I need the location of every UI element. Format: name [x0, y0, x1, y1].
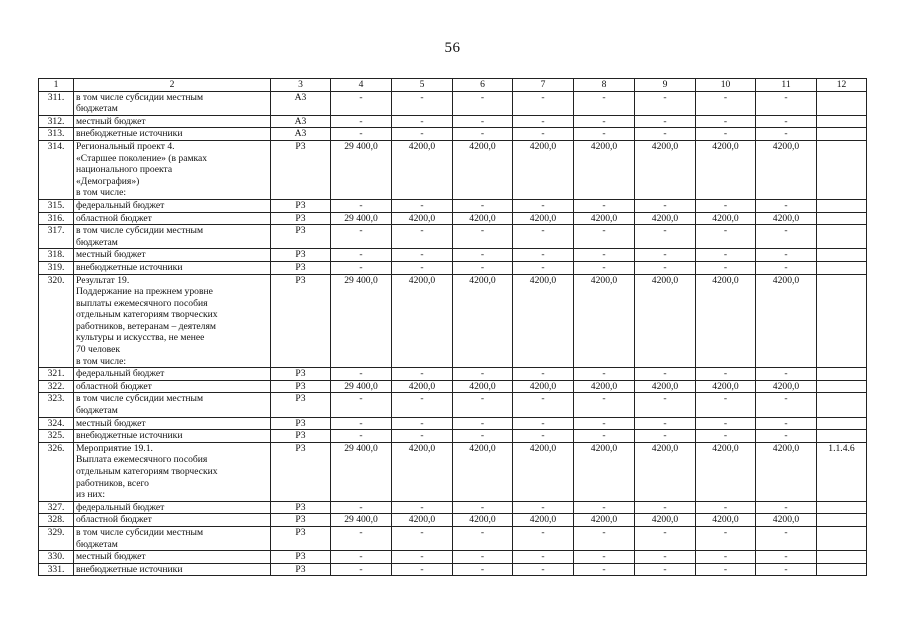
row-value: - — [696, 526, 756, 550]
row-unit-code: Р3 — [271, 274, 331, 368]
row-value: - — [392, 249, 453, 262]
row-value: 4200,0 — [756, 514, 817, 527]
row-value: - — [574, 417, 635, 430]
row-description: Региональный проект 4. «Старшее поколение» (в рамках национального проекта «Демография») в том числе: — [74, 140, 271, 199]
row-value: 4200,0 — [696, 380, 756, 393]
row-number: 330. — [39, 551, 74, 564]
row-description: в том числе субсидии местным бюджетам — [74, 225, 271, 249]
row-value: - — [513, 128, 574, 141]
row-value: - — [574, 199, 635, 212]
row-value: - — [696, 249, 756, 262]
row-value: 4200,0 — [453, 514, 513, 527]
row-value: - — [392, 430, 453, 443]
row-value: 4200,0 — [696, 274, 756, 368]
row-value: - — [453, 261, 513, 274]
table-row — [39, 442, 867, 501]
row-unit-code: Р3 — [271, 526, 331, 550]
row-value: - — [574, 368, 635, 381]
row-value: - — [392, 115, 453, 128]
row-reference-code — [817, 199, 867, 212]
row-value: 4200,0 — [513, 380, 574, 393]
row-value: 4200,0 — [574, 442, 635, 501]
row-value: - — [574, 501, 635, 514]
row-value: - — [635, 115, 696, 128]
column-header: 12 — [817, 79, 867, 92]
column-header: 4 — [331, 79, 392, 92]
row-value: - — [635, 563, 696, 576]
row-value: - — [392, 261, 453, 274]
table-row — [39, 368, 867, 381]
table-row — [39, 115, 867, 128]
row-value: - — [331, 417, 392, 430]
row-value: - — [635, 249, 696, 262]
row-value: 4200,0 — [756, 380, 817, 393]
budget-table — [38, 78, 867, 576]
row-value: - — [635, 91, 696, 115]
row-value: 4200,0 — [635, 140, 696, 199]
row-value: 4200,0 — [453, 380, 513, 393]
row-value: - — [392, 563, 453, 576]
row-value: - — [392, 501, 453, 514]
row-unit-code: Р3 — [271, 501, 331, 514]
row-value: - — [635, 551, 696, 564]
row-value: - — [635, 501, 696, 514]
row-reference-code — [817, 212, 867, 225]
row-number: 318. — [39, 249, 74, 262]
row-value: - — [696, 128, 756, 141]
row-value: - — [331, 225, 392, 249]
table-row — [39, 128, 867, 141]
row-reference-code — [817, 261, 867, 274]
row-value: - — [513, 417, 574, 430]
row-unit-code: А3 — [271, 91, 331, 115]
row-value: - — [756, 91, 817, 115]
row-value: - — [696, 501, 756, 514]
row-unit-code: Р3 — [271, 199, 331, 212]
row-value: - — [574, 430, 635, 443]
table-row — [39, 274, 867, 368]
row-value: - — [574, 249, 635, 262]
row-number: 313. — [39, 128, 74, 141]
row-value: 4200,0 — [756, 140, 817, 199]
row-value: 4200,0 — [696, 212, 756, 225]
column-header: 8 — [574, 79, 635, 92]
row-value: - — [513, 115, 574, 128]
row-value: - — [331, 563, 392, 576]
row-number: 314. — [39, 140, 74, 199]
table-row — [39, 514, 867, 527]
row-value: - — [453, 501, 513, 514]
table-header-row — [39, 79, 867, 92]
row-value: - — [331, 368, 392, 381]
table-body — [39, 79, 867, 576]
row-reference-code: 1.1.4.6 — [817, 442, 867, 501]
row-value: - — [453, 430, 513, 443]
row-unit-code: Р3 — [271, 249, 331, 262]
row-number: 327. — [39, 501, 74, 514]
row-unit-code: Р3 — [271, 140, 331, 199]
row-number: 312. — [39, 115, 74, 128]
row-description: Результат 19. Поддержание на прежнем уровне выплаты ежемесячного пособия отдельным категориям творческих работников, ветеранам – деятелям культуры и искусства, не менее 70 человек в том числе: — [74, 274, 271, 368]
row-value: - — [574, 225, 635, 249]
row-value: - — [331, 249, 392, 262]
row-value: 4200,0 — [696, 140, 756, 199]
row-value: - — [513, 430, 574, 443]
row-reference-code — [817, 430, 867, 443]
row-value: - — [331, 128, 392, 141]
row-reference-code — [817, 380, 867, 393]
row-value: - — [696, 563, 756, 576]
row-value: - — [696, 199, 756, 212]
table-row — [39, 417, 867, 430]
row-number: 328. — [39, 514, 74, 527]
row-value: - — [453, 368, 513, 381]
row-value: 4200,0 — [635, 212, 696, 225]
row-value: - — [331, 430, 392, 443]
row-value: - — [331, 393, 392, 417]
row-description: внебюджетные источники — [74, 430, 271, 443]
column-header: 10 — [696, 79, 756, 92]
row-value: 4200,0 — [574, 212, 635, 225]
row-value: 4200,0 — [756, 274, 817, 368]
row-value: - — [635, 430, 696, 443]
row-value: 4200,0 — [392, 442, 453, 501]
row-value: - — [756, 563, 817, 576]
column-header: 7 — [513, 79, 574, 92]
row-value: - — [696, 225, 756, 249]
row-value: 4200,0 — [392, 514, 453, 527]
row-number: 331. — [39, 563, 74, 576]
row-unit-code: Р3 — [271, 430, 331, 443]
row-number: 325. — [39, 430, 74, 443]
table-row — [39, 526, 867, 550]
row-value: 4200,0 — [574, 140, 635, 199]
row-unit-code: Р3 — [271, 380, 331, 393]
row-value: - — [635, 128, 696, 141]
table-row — [39, 91, 867, 115]
row-unit-code: Р3 — [271, 225, 331, 249]
row-description: федеральный бюджет — [74, 199, 271, 212]
row-value: - — [331, 199, 392, 212]
row-value: 29 400,0 — [331, 212, 392, 225]
row-value: - — [696, 115, 756, 128]
row-value: - — [696, 393, 756, 417]
row-number: 311. — [39, 91, 74, 115]
column-header: 3 — [271, 79, 331, 92]
row-value: - — [696, 551, 756, 564]
row-value: - — [574, 261, 635, 274]
row-reference-code — [817, 225, 867, 249]
row-value: - — [453, 563, 513, 576]
row-value: - — [331, 501, 392, 514]
row-value: - — [513, 368, 574, 381]
row-value: 4200,0 — [513, 514, 574, 527]
row-description: местный бюджет — [74, 551, 271, 564]
row-value: - — [392, 225, 453, 249]
row-description: местный бюджет — [74, 249, 271, 262]
row-description: внебюджетные источники — [74, 261, 271, 274]
row-description: Мероприятие 19.1. Выплата ежемесячного пособия отдельным категориям творческих работников, всего из них: — [74, 442, 271, 501]
row-value: 4200,0 — [392, 274, 453, 368]
row-value: - — [574, 526, 635, 550]
row-description: местный бюджет — [74, 115, 271, 128]
row-value: - — [513, 551, 574, 564]
row-value: - — [513, 393, 574, 417]
row-unit-code: А3 — [271, 128, 331, 141]
row-value: - — [756, 526, 817, 550]
row-value: 4200,0 — [392, 212, 453, 225]
table-row — [39, 199, 867, 212]
row-value: - — [696, 261, 756, 274]
row-value: - — [392, 551, 453, 564]
row-description: в том числе субсидии местным бюджетам — [74, 91, 271, 115]
row-value: - — [635, 393, 696, 417]
row-unit-code: Р3 — [271, 261, 331, 274]
row-value: 4200,0 — [574, 274, 635, 368]
row-value: 4200,0 — [635, 514, 696, 527]
row-value: 29 400,0 — [331, 140, 392, 199]
row-unit-code: Р3 — [271, 417, 331, 430]
row-value: - — [513, 501, 574, 514]
row-value: - — [574, 551, 635, 564]
row-reference-code — [817, 128, 867, 141]
row-value: 29 400,0 — [331, 514, 392, 527]
row-value: - — [392, 128, 453, 141]
row-value: - — [331, 551, 392, 564]
row-reference-code — [817, 249, 867, 262]
table-row — [39, 261, 867, 274]
row-value: - — [756, 261, 817, 274]
row-value: - — [756, 551, 817, 564]
row-reference-code — [817, 140, 867, 199]
row-value: 4200,0 — [513, 442, 574, 501]
row-value: 4200,0 — [513, 274, 574, 368]
row-value: - — [574, 393, 635, 417]
row-value: - — [756, 368, 817, 381]
row-value: 29 400,0 — [331, 442, 392, 501]
row-unit-code: Р3 — [271, 393, 331, 417]
table-row — [39, 249, 867, 262]
row-value: - — [513, 249, 574, 262]
row-value: - — [635, 368, 696, 381]
row-description: местный бюджет — [74, 417, 271, 430]
row-value: - — [756, 249, 817, 262]
row-unit-code: Р3 — [271, 368, 331, 381]
row-description: областной бюджет — [74, 514, 271, 527]
table-row — [39, 551, 867, 564]
row-value: - — [513, 199, 574, 212]
row-value: - — [453, 526, 513, 550]
row-reference-code — [817, 393, 867, 417]
row-value: - — [756, 430, 817, 443]
row-value: - — [331, 91, 392, 115]
row-value: - — [392, 368, 453, 381]
row-value: 4200,0 — [453, 274, 513, 368]
row-value: - — [756, 199, 817, 212]
row-value: - — [696, 430, 756, 443]
row-value: - — [331, 526, 392, 550]
row-value: - — [756, 115, 817, 128]
row-value: - — [635, 261, 696, 274]
row-reference-code — [817, 91, 867, 115]
row-number: 317. — [39, 225, 74, 249]
row-reference-code — [817, 526, 867, 550]
row-value: - — [513, 563, 574, 576]
row-unit-code: Р3 — [271, 212, 331, 225]
row-value: - — [696, 368, 756, 381]
row-value: 4200,0 — [392, 140, 453, 199]
row-value: - — [574, 128, 635, 141]
row-value: - — [756, 225, 817, 249]
row-description: областной бюджет — [74, 212, 271, 225]
row-value: - — [453, 551, 513, 564]
row-value: - — [756, 417, 817, 430]
row-value: 4200,0 — [696, 442, 756, 501]
row-unit-code: А3 — [271, 115, 331, 128]
row-reference-code — [817, 551, 867, 564]
table-row — [39, 393, 867, 417]
page-number: 56 — [444, 40, 461, 56]
row-number: 321. — [39, 368, 74, 381]
row-number: 324. — [39, 417, 74, 430]
row-value: - — [392, 417, 453, 430]
column-header: 2 — [74, 79, 271, 92]
row-value: - — [331, 261, 392, 274]
row-value: - — [453, 115, 513, 128]
row-value: - — [453, 249, 513, 262]
row-value: 4200,0 — [453, 442, 513, 501]
row-reference-code — [817, 501, 867, 514]
row-reference-code — [817, 368, 867, 381]
row-value: 4200,0 — [696, 514, 756, 527]
row-value: 4200,0 — [513, 140, 574, 199]
row-unit-code: Р3 — [271, 514, 331, 527]
table-row — [39, 563, 867, 576]
row-value: 4200,0 — [635, 380, 696, 393]
row-reference-code — [817, 563, 867, 576]
row-value: - — [635, 526, 696, 550]
row-value: - — [513, 526, 574, 550]
row-value: - — [331, 115, 392, 128]
row-value: 4200,0 — [635, 442, 696, 501]
row-number: 315. — [39, 199, 74, 212]
row-value: - — [513, 261, 574, 274]
row-unit-code: Р3 — [271, 442, 331, 501]
table-row — [39, 501, 867, 514]
row-value: 4200,0 — [392, 380, 453, 393]
row-value: 4200,0 — [635, 274, 696, 368]
row-value: - — [574, 563, 635, 576]
row-value: - — [574, 115, 635, 128]
row-value: - — [756, 501, 817, 514]
row-reference-code — [817, 417, 867, 430]
table-row — [39, 140, 867, 199]
row-value: - — [756, 393, 817, 417]
table-row — [39, 225, 867, 249]
table-row — [39, 380, 867, 393]
row-value: 4200,0 — [756, 442, 817, 501]
row-number: 319. — [39, 261, 74, 274]
row-number: 316. — [39, 212, 74, 225]
row-value: - — [392, 91, 453, 115]
row-unit-code: Р3 — [271, 551, 331, 564]
column-header: 5 — [392, 79, 453, 92]
column-header: 6 — [453, 79, 513, 92]
row-value: - — [453, 128, 513, 141]
row-value: - — [756, 128, 817, 141]
row-value: 4200,0 — [513, 212, 574, 225]
row-value: - — [453, 417, 513, 430]
table-row — [39, 430, 867, 443]
row-value: - — [696, 91, 756, 115]
row-value: - — [392, 526, 453, 550]
row-value: 4200,0 — [574, 380, 635, 393]
row-value: - — [513, 225, 574, 249]
row-value: - — [635, 225, 696, 249]
row-value: 4200,0 — [453, 140, 513, 199]
row-value: 4200,0 — [453, 212, 513, 225]
column-header: 11 — [756, 79, 817, 92]
row-value: - — [635, 417, 696, 430]
column-header: 9 — [635, 79, 696, 92]
row-value: - — [453, 199, 513, 212]
row-value: - — [574, 91, 635, 115]
row-number: 326. — [39, 442, 74, 501]
row-number: 323. — [39, 393, 74, 417]
row-number: 329. — [39, 526, 74, 550]
row-value: 29 400,0 — [331, 274, 392, 368]
row-reference-code — [817, 514, 867, 527]
row-description: областной бюджет — [74, 380, 271, 393]
row-description: внебюджетные источники — [74, 563, 271, 576]
row-description: федеральный бюджет — [74, 501, 271, 514]
table-row — [39, 212, 867, 225]
row-value: - — [453, 225, 513, 249]
row-value: - — [513, 91, 574, 115]
row-reference-code — [817, 115, 867, 128]
row-value: 4200,0 — [756, 212, 817, 225]
column-header: 1 — [39, 79, 74, 92]
row-value: - — [453, 393, 513, 417]
row-number: 322. — [39, 380, 74, 393]
row-value: - — [696, 417, 756, 430]
row-description: федеральный бюджет — [74, 368, 271, 381]
row-value: - — [392, 393, 453, 417]
row-value: - — [635, 199, 696, 212]
row-reference-code — [817, 274, 867, 368]
row-value: 4200,0 — [574, 514, 635, 527]
row-value: - — [453, 91, 513, 115]
row-number: 320. — [39, 274, 74, 368]
row-description: внебюджетные источники — [74, 128, 271, 141]
row-value: 29 400,0 — [331, 380, 392, 393]
row-description: в том числе субсидии местным бюджетам — [74, 526, 271, 550]
row-value: - — [392, 199, 453, 212]
row-description: в том числе субсидии местным бюджетам — [74, 393, 271, 417]
row-unit-code: Р3 — [271, 563, 331, 576]
